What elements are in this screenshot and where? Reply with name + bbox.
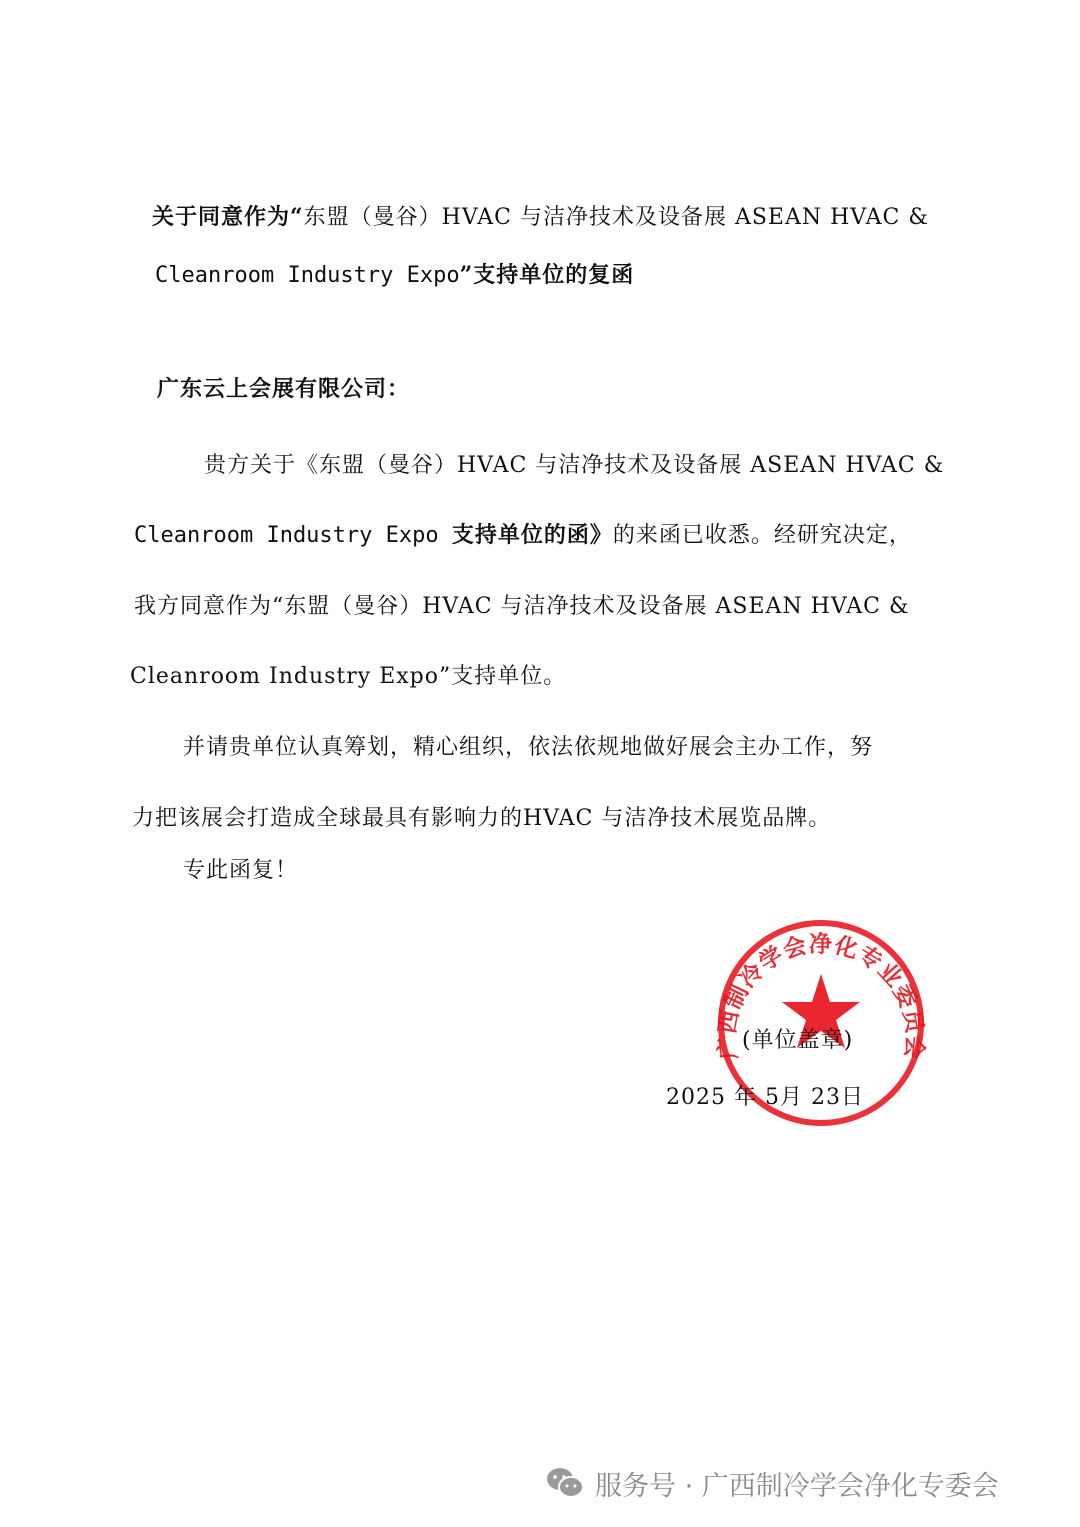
title-line-1 [152, 200, 929, 231]
body-line: 贵方关于《东盟（曼谷）HVAC 与洁净技术及设备展 ASEAN HVAC & [204, 453, 945, 478]
title-regular-part: 东盟（曼谷）HVAC 与洁净技术及设备展 ASEAN HVAC & [303, 205, 929, 230]
seal-label: (单位盖章) [742, 1028, 854, 1053]
wechat-icon [545, 1466, 585, 1500]
body-line: 并请贵单位认真筹划，精心组织，依法依规地做好展会主办工作，努 [183, 735, 874, 760]
title-bold-suffix: ”支持单位的复函 [459, 262, 635, 288]
body-line: 我方同意作为“东盟（曼谷）HVAC 与洁净技术及设备展 ASEAN HVAC & [134, 594, 910, 619]
title-bold-part: 关于同意作为“ [152, 204, 304, 230]
footer-text: 服务号 · 广西制冷学会净化专委会 [595, 1470, 999, 1502]
body-line: Cleanroom Industry Expo”支持单位。 [130, 664, 567, 689]
body-line: Cleanroom Industry Expo 支持单位的函》的来函已收悉。经研究决定， [134, 522, 912, 548]
title-expo-name: Cleanroom Industry Expo [155, 263, 460, 288]
recipient: 广东云上会展有限公司： [157, 376, 411, 402]
body-line: 力把该展会打造成全球最具有影响力的HVAC 与洁净技术展览品牌。 [132, 806, 832, 831]
seal-text: 广西制冷学会净化专业委员会 [714, 931, 928, 1061]
closing-line: 专此函复！ [183, 858, 299, 883]
title-line-2 [155, 258, 634, 289]
letter-date: 2025 年 5月 23日 [666, 1085, 864, 1110]
wechat-footer [545, 1458, 999, 1508]
